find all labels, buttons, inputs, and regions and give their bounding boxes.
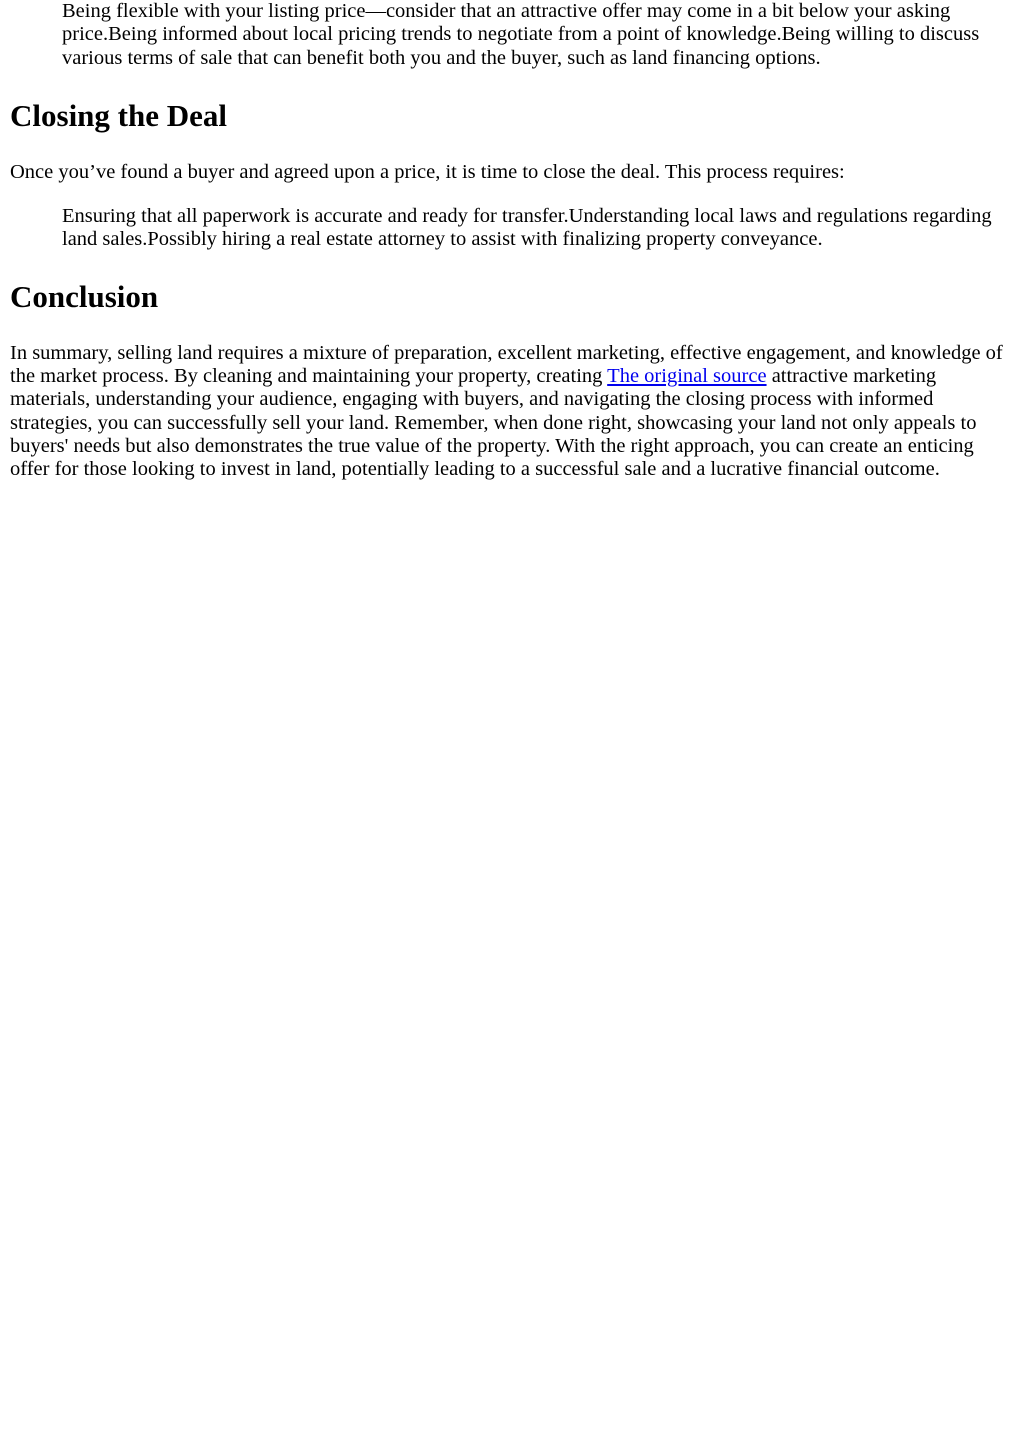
conclusion-paragraph (10, 342, 1014, 482)
conclusion-heading: Conclusion (10, 278, 159, 314)
closing-requirements-list: Ensuring that all paperwork is accurate and ready for transfer.Understanding local laws and regulations regarding land sales.Possibly hiring a real estate attorney to assist with finalizing property conveyance. (62, 205, 992, 251)
article-body (0, 0, 1024, 482)
original-source-link[interactable]: The original source (607, 365, 767, 388)
negotiation-tips-list: Being flexible with your listing price—consider that an attractive offer may come in a bit below your asking price.Being informed about local pricing trends to negotiate from a point of knowledge.Being willing to discuss various terms of sale that can benefit both you and the buyer, such as land financing options. (62, 0, 980, 69)
closing-intro-paragraph: Once you’ve found a buyer and agreed upon a price, it is time to close the deal. This process requires: (10, 160, 845, 183)
conclusion-text-before-link: In summary, selling land requires a mixture of preparation, excellent marketing, effective engagement, and knowledge of the market process. By cleaning and maintaining your property, creating (10, 341, 1003, 388)
conclusion-text-after-link: attractive marketing materials, understanding your audience, engaging with buyers, and navigating the closing process with informed strategies, you can successfully sell your land. Remember, when done right, showcasing your land not only appeals to buyers' needs but also demonstrates the true value of the property. With the right approach, you can create an enticing offer for those looking to invest in land, potentially leading to a successful sale and a lucrative financial outcome. (10, 365, 977, 481)
closing-heading: Closing the Deal (10, 97, 227, 133)
